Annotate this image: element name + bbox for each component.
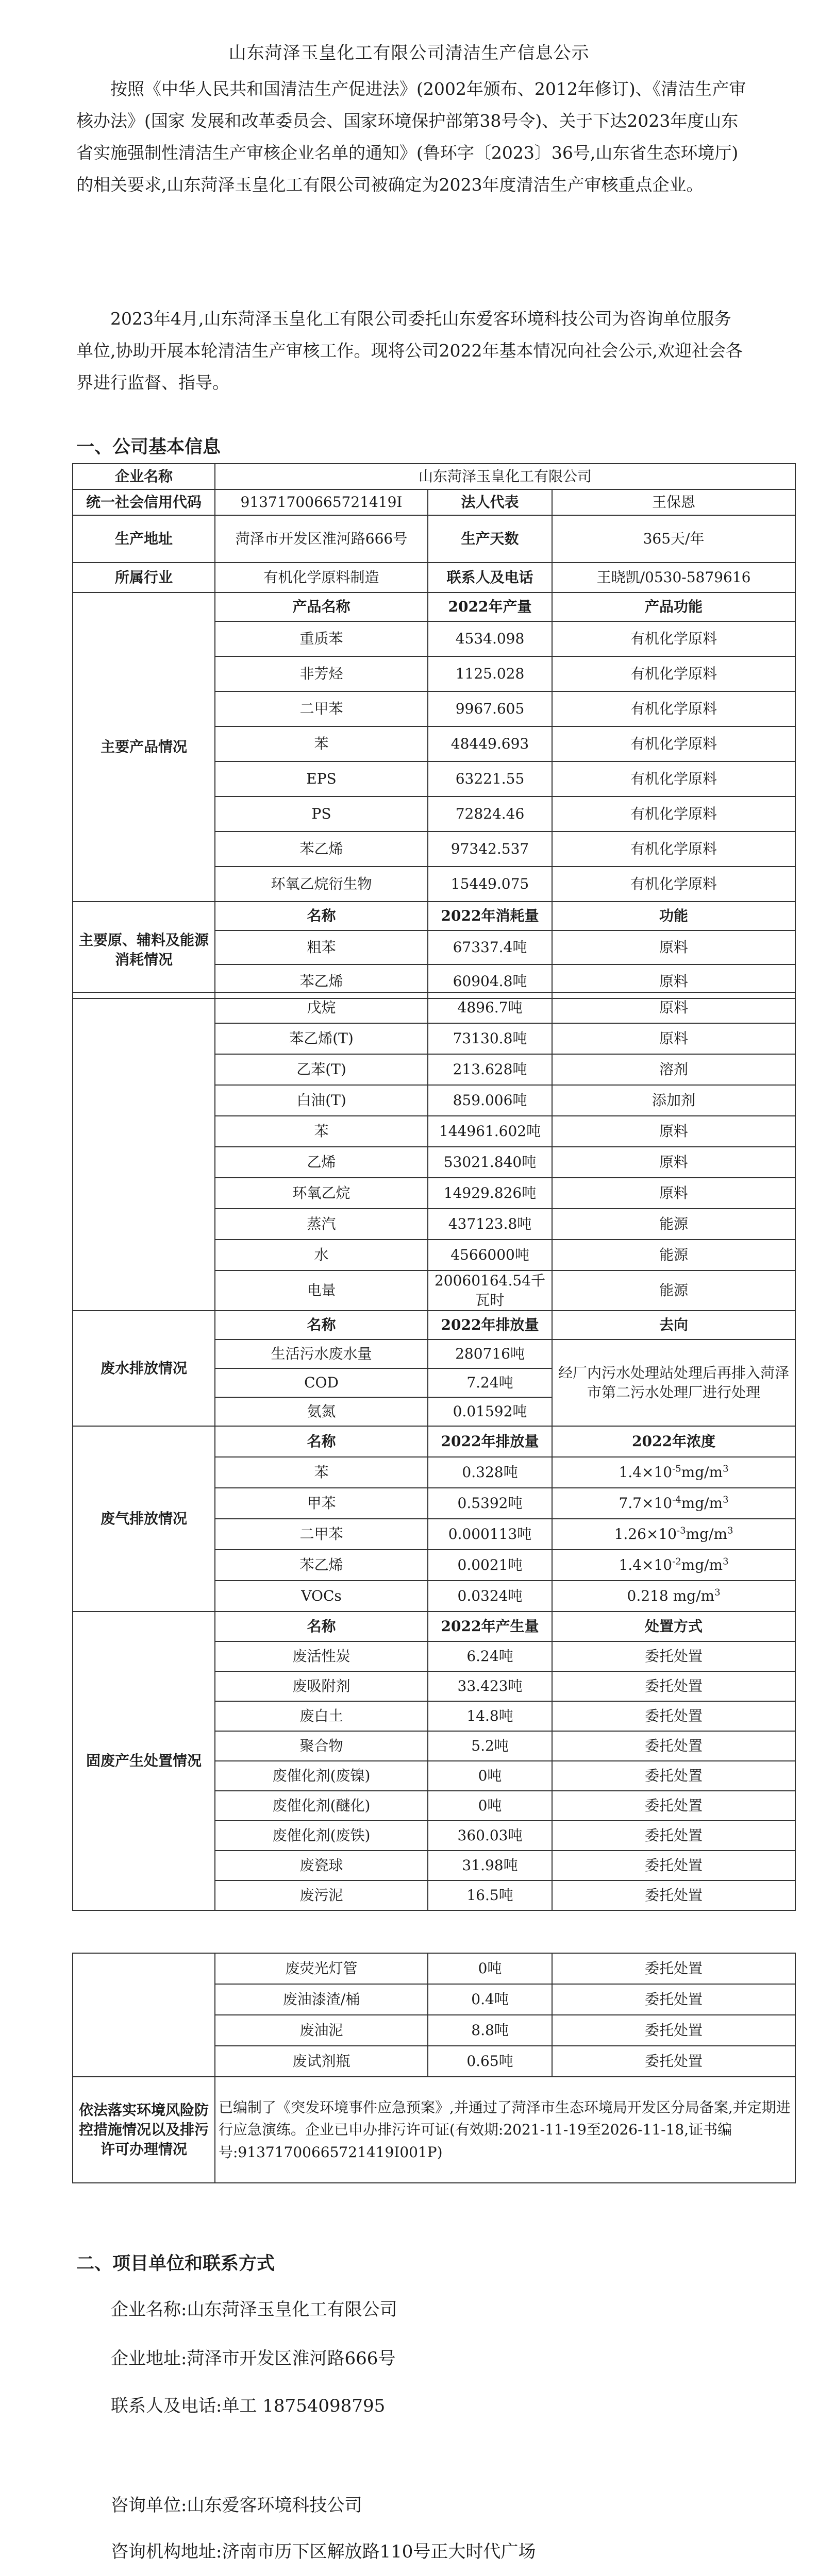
table-cell: 废活性炭: [215, 1641, 428, 1671]
table-cell: 0.01592吨: [428, 1397, 552, 1426]
table-cell: 委托处置: [552, 1641, 795, 1671]
table-cell: 280716吨: [428, 1340, 552, 1368]
table-cell: 20060164.54千瓦时: [428, 1270, 552, 1311]
table-cell: 废水排放情况: [73, 1311, 215, 1426]
table-cell: 委托处置: [552, 1953, 795, 1984]
table-cell: 365天/年: [552, 515, 795, 563]
concentration-cell: $7.7\times 10^{-4}mg/m^3$: [552, 1488, 795, 1519]
concentration-cell: $1.4\times 10^{-5}mg/m^3$: [552, 1457, 795, 1488]
table-cell: 主要原、辅料及能源消耗情况: [73, 902, 215, 998]
concentration-cell: $1.4\times 10^{-2}mg/m^3$: [552, 1550, 795, 1581]
table-cell: 2022年消耗量: [428, 902, 552, 930]
table-cell: 9967.605: [428, 691, 552, 726]
table-cell: 有机化学原料: [552, 761, 795, 796]
table-cell: 苯乙烯: [215, 1550, 428, 1581]
table-cell: 原料: [552, 992, 795, 1023]
table-cell: 废催化剂(醚化): [215, 1791, 428, 1821]
table-cell: 有机化学原料: [552, 832, 795, 867]
table-cell: 7.24吨: [428, 1368, 552, 1397]
table-cell: 72824.46: [428, 796, 552, 832]
intro-paragraph-2: 2023年4月,山东菏泽玉皇化工有限公司委托山东爱客环境科技公司为咨询单位服务单位,协助开展本轮清洁生产审核工作。现将公司2022年基本情况向社会公示,欢迎社会各界进行监督、指导。: [76, 309, 743, 393]
table-cell: 统一社会信用代码: [73, 489, 215, 515]
table-cell: 苯: [215, 1116, 428, 1147]
table-cell: 能源: [552, 1209, 795, 1240]
table-cell: 2022年排放量: [428, 1426, 552, 1457]
table-cell: 委托处置: [552, 1731, 795, 1761]
table-cell: [73, 1953, 215, 2077]
table-cell: 有机化学原料: [552, 656, 795, 691]
table-cell: 委托处置: [552, 1880, 795, 1910]
table-cell: 能源: [552, 1270, 795, 1311]
consultant-name-line: 咨询单位:山东爱客环境科技公司: [111, 2495, 362, 2516]
table-cell: 王保恩: [552, 489, 795, 515]
table-cell: 依法落实环境风险防控措施情况以及排污许可办理情况: [73, 2077, 215, 2183]
table-cell: 委托处置: [552, 1701, 795, 1731]
table-cell: 0吨: [428, 1953, 552, 1984]
table-cell: EPS: [215, 761, 428, 796]
section-heading-basic-info: 一、公司基本信息: [76, 436, 221, 457]
table-cell: 废试剂瓶: [215, 2046, 428, 2077]
table-cell: 有机化学原料: [552, 796, 795, 832]
table-cell: 功能: [552, 902, 795, 930]
table-cell: 生活污水废水量: [215, 1340, 428, 1368]
table-cell: 60904.8吨: [428, 964, 552, 998]
table-row: [73, 992, 795, 1023]
table-cell: 委托处置: [552, 2046, 795, 2077]
table-cell: 名称: [215, 1426, 428, 1457]
table-cell: 王晓凯/0530-5879616: [552, 563, 795, 592]
table-cell: 91371700665721419I: [215, 489, 428, 515]
table-cell: 乙烯: [215, 1147, 428, 1178]
table-cell: 氨氮: [215, 1397, 428, 1426]
table-cell: 白油(T): [215, 1085, 428, 1116]
table-cell: 0.4吨: [428, 1984, 552, 2015]
table-cell: 0.0324吨: [428, 1581, 552, 1612]
table-cell: 8.8吨: [428, 2015, 552, 2046]
table-cell: 14.8吨: [428, 1701, 552, 1731]
intro-paragraph-1: 按照《中华人民共和国清洁生产促进法》(2002年颁布、2012年修订)、《清洁生产审核办法》(国家 发展和改革委员会、国家环境保护部第38号令)、关于下达2023年度山东省实施强制性清洁生产审核企业名单的通知》(鲁环字〔2023〕36号,山东省生态环境厅)的相关要求,山东菏泽玉皇化工有限公司被确定为2023年度清洁生产审核重点企业。: [76, 79, 746, 195]
table-cell: 产品名称: [215, 592, 428, 621]
table-cell: 4534.098: [428, 621, 552, 656]
table-cell: 0吨: [428, 1791, 552, 1821]
table-cell: 名称: [215, 1311, 428, 1340]
table-cell: 有机化学原料: [552, 621, 795, 656]
table-cell: 苯乙烯: [215, 964, 428, 998]
table-cell: 废瓷球: [215, 1851, 428, 1880]
table-cell: 5.2吨: [428, 1731, 552, 1761]
table-row: [73, 1612, 795, 1641]
company-info-table-part1: [72, 463, 796, 999]
table-cell: 委托处置: [552, 2015, 795, 2046]
table-cell: 16.5吨: [428, 1880, 552, 1910]
table-cell: 废吸附剂: [215, 1671, 428, 1701]
table-cell: 废油泥: [215, 2015, 428, 2046]
table-cell: 能源: [552, 1240, 795, 1270]
table-cell: 有机化学原料制造: [215, 563, 428, 592]
table-cell: 原料: [552, 964, 795, 998]
table-cell: 苯: [215, 726, 428, 761]
table-cell: 环氧乙烷: [215, 1178, 428, 1209]
table-cell: 859.006吨: [428, 1085, 552, 1116]
table-cell: 二甲苯: [215, 1519, 428, 1550]
table-cell: 0.5392吨: [428, 1488, 552, 1519]
table-cell: 31.98吨: [428, 1851, 552, 1880]
table-cell: 产品功能: [552, 592, 795, 621]
concentration-cell: $1.26\times 10^{-3}mg/m^3$: [552, 1519, 795, 1550]
table-cell: 经厂内污水处理站处理后再排入菏泽市第二污水处理厂进行处理: [552, 1340, 795, 1426]
table-cell: 有机化学原料: [552, 691, 795, 726]
table-cell: 委托处置: [552, 1671, 795, 1701]
table-cell: 菏泽市开发区淮河路666号: [215, 515, 428, 563]
table-cell: 环氧乙烷衍生物: [215, 867, 428, 902]
table-cell: 名称: [215, 1612, 428, 1641]
table-row: [73, 1953, 795, 1984]
table-cell: 生产天数: [428, 515, 552, 563]
table-cell: 6.24吨: [428, 1641, 552, 1671]
table-row: [73, 1426, 795, 1457]
table-cell: 有机化学原料: [552, 726, 795, 761]
table-cell: VOCs: [215, 1581, 428, 1612]
table-cell: [73, 992, 215, 1311]
table-cell: 溶剂: [552, 1054, 795, 1085]
table-cell: 2022年产生量: [428, 1612, 552, 1641]
table-row: [73, 2077, 795, 2183]
table-cell: 1125.028: [428, 656, 552, 691]
table-cell: 废白土: [215, 1701, 428, 1731]
table-cell: 213.628吨: [428, 1054, 552, 1085]
table-cell: 所属行业: [73, 563, 215, 592]
table-cell: 企业名称: [73, 464, 215, 489]
table-cell: 苯: [215, 1457, 428, 1488]
table-cell: 360.03吨: [428, 1821, 552, 1851]
company-info-table-part3: [72, 1953, 796, 2183]
table-cell: 聚合物: [215, 1731, 428, 1761]
table-cell: 4896.7吨: [428, 992, 552, 1023]
table-cell: 原料: [552, 1023, 795, 1054]
table-cell: 废荧光灯管: [215, 1953, 428, 1984]
table-cell: 0.328吨: [428, 1457, 552, 1488]
table-cell: 山东菏泽玉皇化工有限公司: [215, 464, 795, 489]
table-cell: 乙苯(T): [215, 1054, 428, 1085]
company-contact-line: 联系人及电话:单工 18754098795: [111, 2396, 386, 2416]
table-cell: 重质苯: [215, 621, 428, 656]
table-cell: 固废产生处置情况: [73, 1612, 215, 1910]
table-cell: 废污泥: [215, 1880, 428, 1910]
table-row: [73, 902, 795, 930]
table-cell: 14929.826吨: [428, 1178, 552, 1209]
concentration-cell: 0.218 $mg/m^3$: [552, 1581, 795, 1612]
table-cell: 名称: [215, 902, 428, 930]
table-cell: PS: [215, 796, 428, 832]
table-cell: 原料: [552, 1116, 795, 1147]
table-row: [73, 515, 795, 563]
table-cell: 0.65吨: [428, 2046, 552, 2077]
table-cell: 添加剂: [552, 1085, 795, 1116]
table-cell: 联系人及电话: [428, 563, 552, 592]
consultant-address-line: 咨询机构地址:济南市历下区解放路110号正大时代广场: [111, 2541, 536, 2562]
table-cell: 53021.840吨: [428, 1147, 552, 1178]
table-cell: 437123.8吨: [428, 1209, 552, 1240]
table-cell: 委托处置: [552, 1821, 795, 1851]
table-cell: 二甲苯: [215, 691, 428, 726]
table-cell: 0.0021吨: [428, 1550, 552, 1581]
table-cell: 废气排放情况: [73, 1426, 215, 1612]
table-cell: 废油漆渣/桶: [215, 1984, 428, 2015]
company-address-line: 企业地址:菏泽市开发区淮河路666号: [111, 2348, 396, 2369]
table-cell: 0.000113吨: [428, 1519, 552, 1550]
table-cell: 97342.537: [428, 832, 552, 867]
table-row: [73, 489, 795, 515]
table-cell: 废催化剂(废镍): [215, 1761, 428, 1791]
table-cell: 委托处置: [552, 1984, 795, 2015]
table-cell: 有机化学原料: [552, 867, 795, 902]
table-row: [73, 563, 795, 592]
table-cell: 戊烷: [215, 992, 428, 1023]
table-cell: 苯乙烯(T): [215, 1023, 428, 1054]
table-cell: 48449.693: [428, 726, 552, 761]
table-cell: 去向: [552, 1311, 795, 1340]
table-cell: 非芳烃: [215, 656, 428, 691]
company-name-line: 企业名称:山东菏泽玉皇化工有限公司: [111, 2299, 397, 2320]
table-cell: 原料: [552, 1147, 795, 1178]
table-cell: 苯乙烯: [215, 832, 428, 867]
table-cell: 2022年浓度: [552, 1426, 795, 1457]
table-cell: 甲苯: [215, 1488, 428, 1519]
table-cell: 主要产品情况: [73, 592, 215, 902]
table-cell: 2022年产量: [428, 592, 552, 621]
table-cell: 生产地址: [73, 515, 215, 563]
section-heading-contacts: 二、项目单位和联系方式: [76, 2253, 275, 2274]
table-cell: 委托处置: [552, 1761, 795, 1791]
table-cell: 67337.4吨: [428, 930, 552, 964]
table-cell: 已编制了《突发环境事件应急预案》,并通过了菏泽市生态环境局开发区分局备案,并定期进行应急演练。企业已申办排污许可证(有效期:2021-11-19至2026-11-18,证书编号:91371700665721419I001P): [215, 2077, 795, 2183]
table-row: [73, 592, 795, 621]
table-cell: 水: [215, 1240, 428, 1270]
table-cell: 原料: [552, 930, 795, 964]
table-cell: 处置方式: [552, 1612, 795, 1641]
document-title: 山东菏泽玉皇化工有限公司清洁生产信息公示: [228, 43, 590, 63]
table-cell: 63221.55: [428, 761, 552, 796]
table-cell: 委托处置: [552, 1791, 795, 1821]
table-cell: 委托处置: [552, 1851, 795, 1880]
table-cell: 废催化剂(废铁): [215, 1821, 428, 1851]
table-cell: 33.423吨: [428, 1671, 552, 1701]
table-cell: 粗苯: [215, 930, 428, 964]
table-cell: 144961.602吨: [428, 1116, 552, 1147]
table-cell: 0吨: [428, 1761, 552, 1791]
table-cell: 2022年排放量: [428, 1311, 552, 1340]
table-cell: 73130.8吨: [428, 1023, 552, 1054]
table-cell: 原料: [552, 1178, 795, 1209]
table-row: [73, 1311, 795, 1340]
table-cell: 法人代表: [428, 489, 552, 515]
table-cell: 电量: [215, 1270, 428, 1311]
table-cell: COD: [215, 1368, 428, 1397]
table-cell: 4566000吨: [428, 1240, 552, 1270]
table-row: [73, 464, 795, 489]
table-cell: 15449.075: [428, 867, 552, 902]
company-info-table-part2: [72, 992, 796, 1911]
table-cell: 蒸汽: [215, 1209, 428, 1240]
